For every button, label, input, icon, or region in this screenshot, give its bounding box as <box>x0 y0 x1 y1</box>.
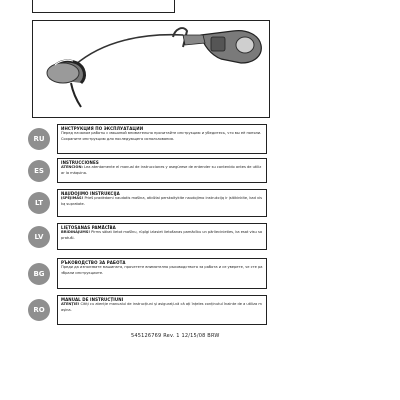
product-illustration <box>32 20 270 118</box>
trimmer-shaft <box>75 35 183 65</box>
language-section-bg <box>28 258 272 289</box>
section-body <box>61 131 263 142</box>
language-section-ru <box>28 124 272 154</box>
warning-lead: ATENȚIE! <box>61 302 80 306</box>
section-title: INSTRUCCIONES <box>61 160 99 165</box>
language-code-badge: ES <box>28 160 50 182</box>
language-text-box <box>57 258 267 289</box>
string-trimmer-drawing <box>33 21 269 117</box>
section-title: РЪКОВОДСТВО ЗА РАБОТА <box>61 260 126 265</box>
section-body <box>61 265 263 276</box>
language-code-badge: RU <box>28 128 50 150</box>
trimmer-line <box>71 83 81 107</box>
warning-lead: ATENCIÓN: <box>61 165 83 169</box>
language-section-lt <box>28 189 272 217</box>
language-section-es <box>28 158 272 183</box>
language-text-box <box>57 295 267 325</box>
warning-lead: ĮSPĖJIMAS! <box>61 196 84 200</box>
language-code-badge: RO <box>28 299 50 321</box>
language-section-lv <box>28 223 272 250</box>
section-body <box>61 196 263 207</box>
language-code-badge: BG <box>28 263 50 285</box>
section-title: NAUDOJIMO INSTRUKCIJA <box>61 191 120 196</box>
trimmer-head <box>47 63 79 83</box>
language-code-badge: LV <box>28 226 50 248</box>
section-text: Citiți cu atenție manualul de instrucțiuni și asigurați-vă că ați înțeles conținutul înainte de a utiliza mașina. <box>61 302 262 312</box>
section-body <box>61 165 263 176</box>
section-body <box>61 302 263 313</box>
section-title: LIETOŠANAS PAMĀCĪBA <box>61 225 116 230</box>
section-text: Pirms sākat lietot mašīnu, rūpīgi izlasiet lietošanas pamācību un pārliecinieties, ka esat visu sapratuši. <box>61 230 263 240</box>
language-text-box <box>57 223 267 250</box>
section-title: ИНСТРУКЦИЯ ПО ЭКСПЛУАТАЦИИ <box>61 126 144 131</box>
warning-lead: BRĪDINĀJUMS! <box>61 230 91 234</box>
language-text-box <box>57 189 267 217</box>
section-text: Lea atentamente el manual de instrucciones y asegúrese de entender su contenido antes de utilizar la máquina. <box>61 165 262 175</box>
section-text: Prieš pradėdami naudotis mašina, atidžiai perskaitykite naudojimo instrukciją ir įsitikinkite, kad viską supratote. <box>61 196 263 206</box>
document-footer: 545126769 Rev. 1 12/15/08 BRW <box>131 333 220 339</box>
language-text-box <box>57 124 267 154</box>
language-code-badge: LT <box>28 192 50 214</box>
header-box <box>32 0 175 13</box>
language-section-ro <box>28 295 272 325</box>
section-title: MANUAL DE INSTRUCȚIUNI <box>61 297 124 302</box>
section-body <box>61 230 263 241</box>
section-text: Перед началом работы с машиной внимательно прочитайте инструкцию и убедитесь, что вы её поняли. Сохраните инструкцию для последующего использования. <box>61 131 262 141</box>
language-text-box <box>57 158 267 183</box>
section-text: Преди да използвате машината, прочетете внимателно ръководството за работа и се уверете, че сте разбрали инструкциите. <box>61 265 263 275</box>
